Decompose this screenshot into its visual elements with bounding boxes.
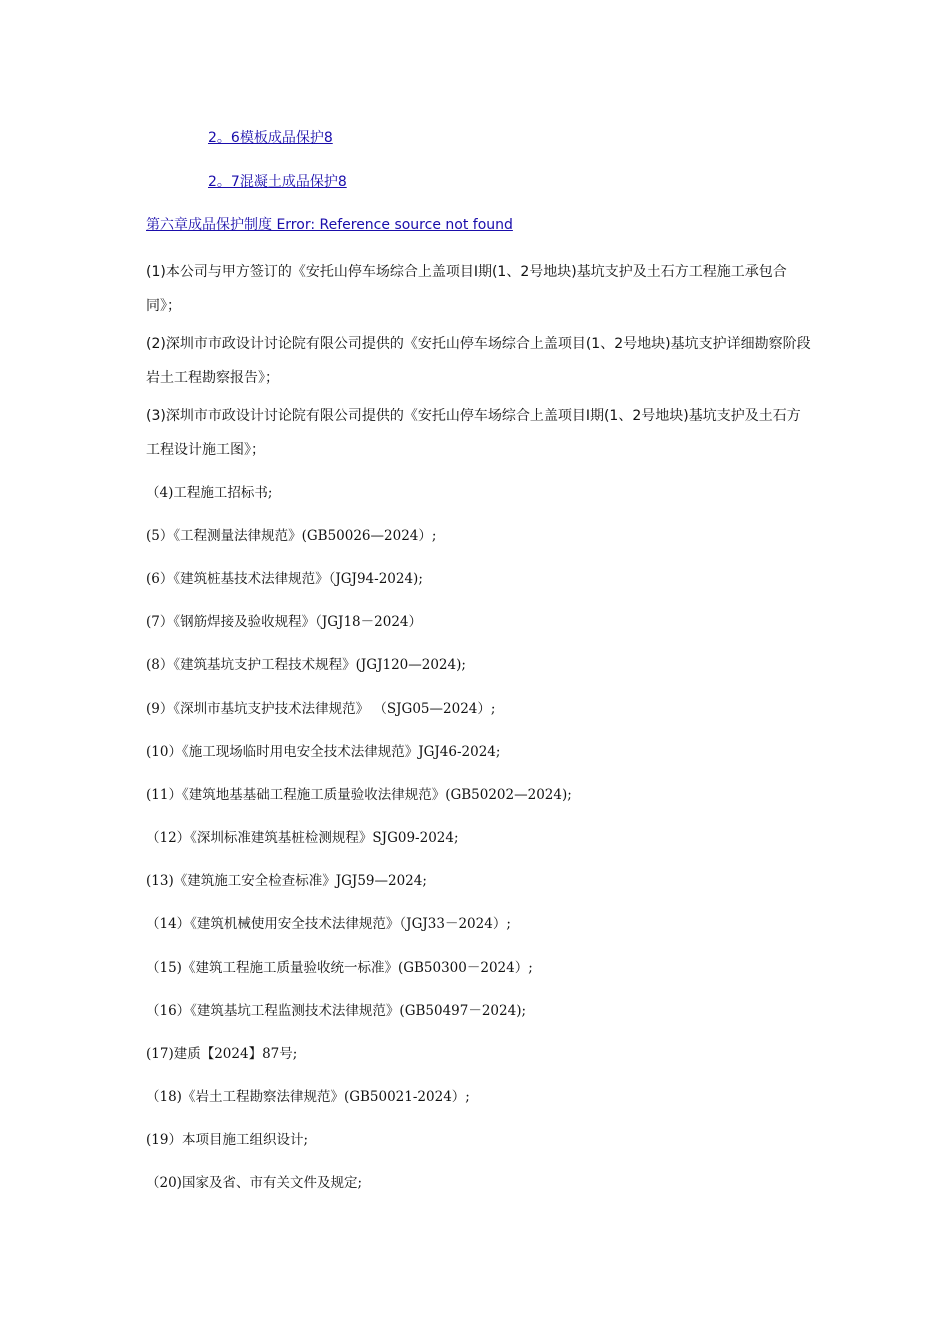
paragraph-contract: (1)本公司与甲方签订的《安托山停车场综合上盖项目Ⅰ期(1、2号地块)基坑支护及土石方工程施工承包合同》； — [146, 264, 787, 314]
toc-link-2-6[interactable]: 2。6模板成品保护8 — [208, 130, 333, 146]
toc-link-2-7[interactable]: 2。7混凝土成品保护8 — [208, 174, 347, 190]
list-item: (11）《建筑地基基础工程施工质量验收法律规范》(GB50202—2024); — [146, 787, 572, 803]
list-item: （12）《深圳标准建筑基桩检测规程》SJG09-2024; — [146, 830, 459, 846]
list-item: (13)《建筑施工安全检查标准》JGJ59—2024; — [146, 873, 427, 889]
list-item: （15)《建筑工程施工质量验收统一标准》(GB50300－2024）; — [146, 960, 533, 976]
list-item: (8）《建筑基坑支护工程技术规程》(JGJ120—2024); — [146, 657, 466, 673]
list-item: （16）《建筑基坑工程监测技术法律规范》(GB50497－2024); — [146, 1003, 527, 1019]
list-item: (9）《深圳市基坑支护技术法律规范》 （SJG05—2024）; — [146, 701, 496, 717]
list-item: （14）《建筑机械使用安全技术法律规范》（JGJ33－2024）; — [146, 916, 511, 932]
paragraph-design-drawings: (3)深圳市市政设计讨论院有限公司提供的《安托山停车场综合上盖项目Ⅰ期(1、2号地块)基坑支护及土石方工程设计施工图》； — [146, 408, 801, 458]
paragraph-survey-report: (2)深圳市市政设计讨论院有限公司提供的《安托山停车场综合上盖项目(1、2号地块)基坑支护详细勘察阶段岩土工程勘察报告》； — [146, 336, 811, 386]
toc-link-chapter-6[interactable]: 第六章成品保护制度 Error: Reference source not found — [146, 217, 513, 233]
list-item: (17)建质【2024】87号; — [146, 1046, 298, 1062]
list-item: (19）本项目施工组织设计; — [146, 1132, 308, 1148]
list-item: (6）《建筑桩基技术法律规范》（JGJ94-2024); — [146, 571, 423, 587]
list-item: (5）《工程测量法律规范》(GB50026—2024）; — [146, 528, 437, 544]
list-item: （20)国家及省、市有关文件及规定; — [146, 1175, 362, 1191]
list-item: (10）《施工现场临时用电安全技术法律规范》JGJ46-2024; — [146, 744, 501, 760]
list-item: （4)工程施工招标书; — [146, 485, 273, 501]
list-item: （18)《岩土工程勘察法律规范》(GB50021-2024）; — [146, 1089, 470, 1105]
list-item: (7）《钢筋焊接及验收规程》（JGJ18－2024） — [146, 614, 422, 630]
